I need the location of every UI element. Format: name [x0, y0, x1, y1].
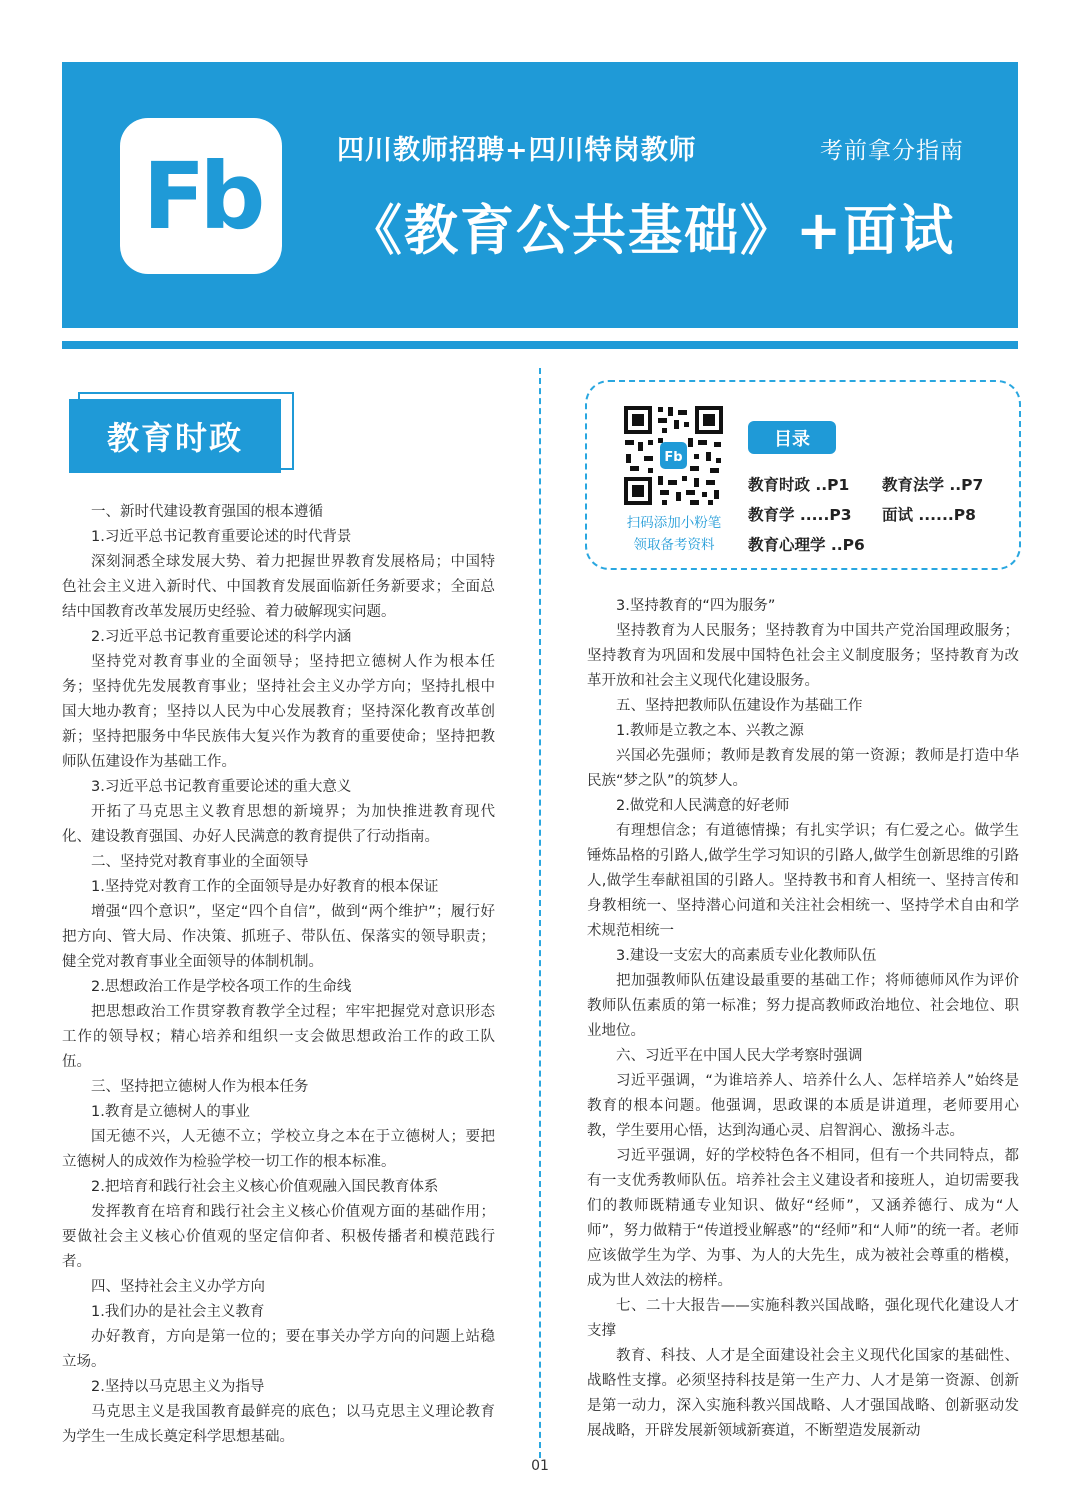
subheading: 2.做党和人民满意的好老师: [616, 798, 790, 814]
paragraph: 习近平强调，好的学校特色各不相同，但有一个共同特点，都有一支优秀教师队伍。培养社会主义建设者和接班人，迫切需要我们的教师既精通专业知识、做好“经师”，又涵养德行、成为“人师”，努力做精于“传道授业解惑”的“经师”和“人师”的统一者。老师应该做学生为学、为事、为人的大先生，成为被社会尊重的楷模，成为世人效法的榜样。: [587, 1148, 1019, 1289]
heading-3: 三、坚持把立德树人作为根本任务: [91, 1079, 309, 1095]
heading-6: 六、习近平在中国人民大学考察时强调: [616, 1048, 863, 1064]
svg-text:Fb: Fb: [664, 450, 683, 465]
header-tagline: 考前拿分指南: [820, 138, 964, 164]
paragraph: 深刻洞悉全球发展大势、着力把握世界教育发展格局；中国特色社会主义进入新时代、中国教育发展面临新任务新要求；全面总结中国教育改革发展历史经验、着力破解现实问题。: [62, 554, 495, 620]
subheading: 2.把培育和践行社会主义核心价值观融入国民教育体系: [91, 1179, 439, 1195]
paragraph: 把加强教师队伍建设最重要的基础工作；将师德师风作为评价教师队伍素质的第一标准；努力提高教师政治地位、社会地位、职业地位。: [587, 973, 1019, 1039]
paragraph: 马克思主义是我国教育最鲜亮的底色；以马克思主义理论教育为学生一生成长奠定科学思想基础。: [62, 1404, 495, 1445]
subheading: 1.教育是立德树人的事业: [91, 1104, 250, 1120]
heading-5: 五、坚持把教师队伍建设作为基础工作: [616, 698, 863, 714]
paragraph: 开拓了马克思主义教育思想的新境界；为加快推进教育现代化、建设教育强国、办好人民满意的教育提供了行动指南。: [62, 804, 495, 845]
subheading: 1.习近平总书记教育重要论述的时代背景: [91, 529, 352, 545]
heading-2: 二、坚持党对教育事业的全面领导: [91, 854, 309, 870]
paragraph: 有理想信念；有道德情操；有扎实学识；有仁爱之心。做学生锤炼品格的引路人,做学生学习知识的引路人,做学生创新思维的引路人,做学生奉献祖国的引路人。坚持教书和育人相统一、坚持言传和身教相统一、坚持潜心问道和关注社会相统一、坚持学术自由和学术规范相统一: [587, 823, 1019, 939]
paragraph: 坚持党对教育事业的全面领导；坚持把立德树人作为根本任务；坚持优先发展教育事业；坚持社会主义办学方向；坚持扎根中国大地办教育；坚持以人民为中心发展教育；坚持深化教育改革创新；坚持把服务中华民族伟大复兴作为教育的重要使命；坚持把教师队伍建设作为基础工作。: [62, 654, 495, 770]
page-title: 《教育公共基础》+面试: [348, 199, 956, 262]
heading-7: 七、二十大报告——实施科教兴国战略，强化现代化建设人才支撑: [587, 1298, 1019, 1339]
heading-4: 四、坚持社会主义办学方向: [91, 1279, 265, 1295]
subheading: 2.习近平总书记教育重要论述的科学内涵: [91, 629, 352, 645]
svg-text:Fb: Fb: [142, 143, 260, 250]
subheading: 2.思想政治工作是学校各项工作的生命线: [91, 979, 352, 995]
subheading: 3.习近平总书记教育重要论述的重大意义: [91, 779, 352, 795]
subheading: 2.坚持以马克思主义为指导: [91, 1379, 265, 1395]
paragraph: 教育、科技、人才是全面建设社会主义现代化国家的基础性、战略性支撑。必须坚持科技是第一生产力、人才是第一资源、创新是第一动力，深入实施科教兴国战略、人才强国战略、创新驱动发展战略，开辟发展新领域新赛道，不断塑造发展新动: [587, 1348, 1019, 1439]
header-divider: [62, 341, 1018, 349]
paragraph: 国无德不兴，人无德不立；学校立身之本在于立德树人；要把立德树人的成效作为检验学校一切工作的根本标准。: [62, 1129, 495, 1170]
toc-label: 目录: [748, 421, 836, 454]
subheading: 3.建设一支宏大的高素质专业化教师队伍: [616, 948, 877, 964]
paragraph: 习近平强调，“为谁培养人、培养什么人、怎样培养人”始终是教育的根本问题。他强调，思政课的本质是讲道理，老师要用心教，学生要用心悟，达到沟通心灵、启智润心、激扬斗志。: [587, 1073, 1019, 1139]
toc-item-educational-psychology[interactable]: 教育心理学 ..P6: [748, 536, 865, 554]
page-number: 01: [531, 1458, 549, 1474]
column-divider: [539, 368, 541, 1458]
paragraph: 增强“四个意识”，坚定“四个自信”，做到“两个维护”；履行好把方向、管大局、作决策、抓班子、带队伍、保落实的领导职责；健全党对教育事业全面领导的体制机制。: [62, 904, 495, 970]
header-banner: [62, 62, 1018, 328]
right-column: [587, 594, 1019, 1444]
header-subtitle: 四川教师招聘+四川特岗教师: [337, 135, 697, 166]
qr-caption-line-1: 扫码添加小粉笔: [626, 515, 722, 531]
fb-logo-icon: [120, 118, 282, 274]
qr-caption-line-2: 领取备考资料: [633, 537, 715, 553]
qr-code-icon[interactable]: [622, 404, 725, 507]
paragraph: 发挥教育在培育和践行社会主义核心价值观方面的基础作用；要做社会主义核心价值观的坚定信仰者、积极传播者和模范践行者。: [62, 1204, 495, 1270]
left-column: [62, 500, 495, 1450]
subheading: 3.坚持教育的“四为服务”: [616, 598, 776, 614]
paragraph: 把思想政治工作贯穿教育教学全过程；牢牢把握党对意识形态工作的领导权；精心培养和组织一支会做思想政治工作的政工队伍。: [62, 1004, 495, 1070]
toc-item-education-politics[interactable]: 教育时政 ..P1: [748, 476, 850, 494]
toc-item-interview[interactable]: 面试 ......P8: [882, 506, 976, 524]
heading-1: 一、新时代建设教育强国的根本遵循: [91, 504, 323, 520]
paragraph: 坚持教育为人民服务；坚持教育为中国共产党治国理政服务；坚持教育为巩固和发展中国特色社会主义制度服务；坚持教育为改革开放和社会主义现代化建设服务。: [587, 623, 1019, 689]
paragraph: 兴国必先强师；教师是教育发展的第一资源；教师是打造中华民族“梦之队”的筑梦人。: [587, 748, 1019, 789]
toc-box: [585, 380, 1021, 570]
toc-item-education-law[interactable]: 教育法学 ..P7: [882, 476, 984, 494]
section-title: 教育时政: [69, 399, 281, 473]
paragraph: 办好教育，方向是第一位的；要在事关办学方向的问题上站稳立场。: [62, 1329, 495, 1370]
subheading: 1.教师是立教之本、兴教之源: [616, 723, 804, 739]
subheading: 1.坚持党对教育工作的全面领导是办好教育的根本保证: [91, 879, 439, 895]
fenbi-logo: [120, 118, 282, 274]
qr-caption: [607, 512, 741, 556]
subheading: 1.我们办的是社会主义教育: [91, 1304, 265, 1320]
toc-item-pedagogy[interactable]: 教育学 .....P3: [748, 506, 852, 524]
